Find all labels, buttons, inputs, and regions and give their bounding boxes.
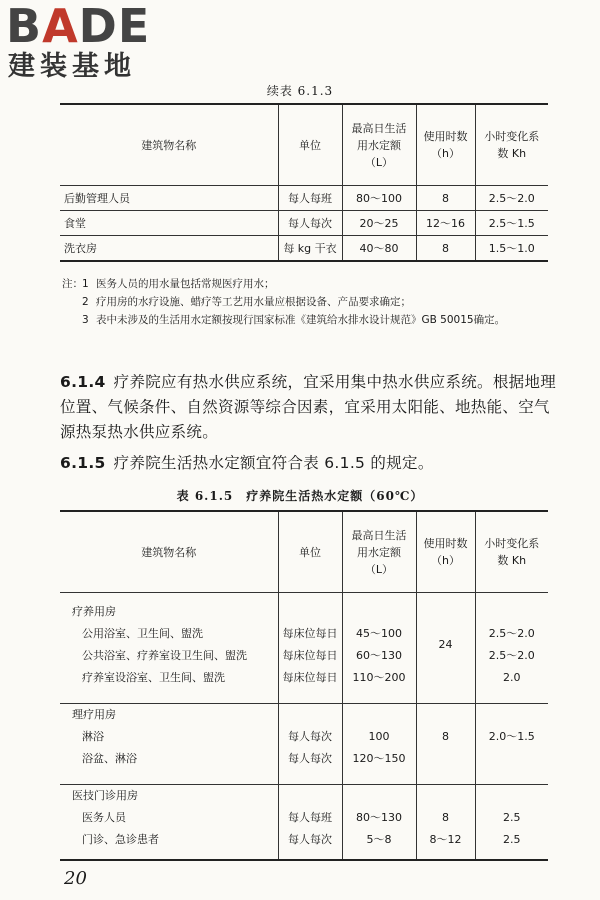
- clause-6-1-5: [60, 451, 558, 476]
- cell-quota: 20～25: [342, 211, 416, 236]
- cell-factor: 2.0～1.5: [475, 704, 548, 771]
- table2-caption: 表 6.1.5 疗养院生活热水定额（60℃）: [176, 489, 424, 503]
- table-row: [60, 186, 548, 211]
- cell-unit: 每人每班: [278, 186, 342, 211]
- cell-factor: 2.5: [475, 829, 548, 851]
- cell-name: 疗养室设浴室、卫生间、盥洗: [82, 671, 225, 684]
- cell-factor: 2.5～2.0: [475, 623, 548, 645]
- notes-label: 注：: [62, 278, 83, 290]
- cell-name: 淋浴: [82, 730, 104, 743]
- header-factor: 小时变化系数 Kh: [475, 511, 548, 593]
- header-daily-quota: 最高日生活用水定额（L）: [342, 511, 416, 593]
- logo-wordmark: BADE: [6, 0, 151, 53]
- cell-hours: 8～12: [416, 829, 475, 851]
- cell-name: 医务人员: [82, 811, 126, 824]
- table1-caption: 续表 6.1.3: [266, 84, 334, 98]
- cell-unit: 每人每班: [278, 807, 342, 829]
- cell-name: 浴盆、淋浴: [82, 752, 137, 765]
- table-row: [60, 623, 548, 645]
- cell-name: 洗衣房: [64, 242, 97, 255]
- cell-unit: 每人每次: [278, 829, 342, 851]
- clause-6-1-4: [60, 370, 558, 445]
- group-title: 医技门诊用房: [72, 789, 138, 802]
- cell-unit: 每人每次: [278, 211, 342, 236]
- cell-quota: 5～8: [342, 829, 416, 851]
- table-row: [60, 829, 548, 851]
- header-building-name: 建筑物名称: [60, 104, 278, 186]
- page-number: 20: [64, 868, 87, 889]
- clause-number: 6.1.5: [60, 454, 106, 472]
- group-title: 理疗用房: [72, 708, 116, 721]
- note-number: 3: [82, 314, 89, 326]
- cell-unit: 每床位每日: [278, 645, 342, 667]
- table-header-row: [60, 511, 548, 593]
- header-daily-quota: 最高日生活用水定额（L）: [342, 104, 416, 186]
- clause-number: 6.1.4: [60, 373, 106, 391]
- cell-hours: 8: [416, 236, 475, 262]
- cell-factor: 2.0: [475, 667, 548, 689]
- table-row: [60, 211, 548, 236]
- cell-factor: 2.5～1.5: [475, 211, 548, 236]
- table-row: [60, 807, 548, 829]
- logo-chinese-text: 建装基地: [8, 51, 136, 82]
- cell-quota: 110～200: [342, 667, 416, 689]
- cell-hours: 8: [416, 186, 475, 211]
- cell-name: 食堂: [60, 211, 278, 236]
- cell-hours: 8: [416, 807, 475, 829]
- clause-text: 疗养院生活热水定额宜符合表 6.1.5 的规定。: [113, 454, 434, 472]
- cell-hours: 8: [416, 704, 475, 771]
- group-separator: [60, 689, 548, 704]
- note-text: 表中未涉及的生活用水定额按现行国家标准《建筑给水排水设计规范》GB 50015确定。: [96, 314, 506, 326]
- cell-quota: 80～130: [342, 807, 416, 829]
- header-unit: 单位: [278, 511, 342, 593]
- note-number: 2: [82, 296, 89, 308]
- cell-quota: 45～100: [342, 623, 416, 645]
- cell-unit: 每 kg 干衣: [278, 236, 342, 262]
- header-hours: 使用时数（h）: [416, 104, 475, 186]
- cell-hours: 24: [416, 601, 475, 689]
- header-hours: 使用时数（h）: [416, 511, 475, 593]
- cell-quota: 80～100: [342, 186, 416, 211]
- cell-unit: 每人每次: [278, 748, 342, 770]
- group-separator: [60, 770, 548, 785]
- cell-unit: 每床位每日: [278, 667, 342, 689]
- note-text: 疗用房的水疗设施、蜡疗等工艺用水量应根据设备、产品要求确定；: [96, 296, 411, 308]
- cell-factor: 2.5: [475, 807, 548, 829]
- cell-unit: 每人每次: [278, 726, 342, 748]
- cell-factor: 2.5～2.0: [475, 186, 548, 211]
- cell-name: 公共浴室、疗养室设卫生间、盥洗: [82, 649, 247, 662]
- note-item: [62, 293, 552, 311]
- note-text: 医务人员的用水量包括常规医疗用水；: [96, 278, 275, 290]
- group-title: 疗养用房: [72, 605, 116, 618]
- cell-factor: 2.5～2.0: [475, 645, 548, 667]
- header-factor: 小时变化系数 Kh: [475, 104, 548, 186]
- table-6-1-5: [60, 510, 548, 861]
- note-item: [62, 311, 552, 329]
- header-unit: 单位: [278, 104, 342, 186]
- group-title-row: [60, 601, 548, 623]
- header-building-name: 建筑物名称: [60, 511, 278, 593]
- spacer-row: [60, 851, 548, 860]
- cell-name: 门诊、急诊患者: [82, 833, 159, 846]
- cell-name: 公用浴室、卫生间、盥洗: [82, 627, 203, 640]
- table-notes: [62, 275, 552, 329]
- table-6-1-3-continued: [60, 103, 548, 262]
- group-title-row: [60, 785, 548, 808]
- note-number: 1: [82, 278, 89, 290]
- cell-quota: 120～150: [342, 748, 416, 770]
- group-title-row: [60, 704, 548, 727]
- logo: [6, 2, 181, 87]
- spacer-row: [60, 593, 548, 602]
- cell-quota: 60～130: [342, 645, 416, 667]
- cell-unit: 每床位每日: [278, 623, 342, 645]
- cell-name: 后勤管理人员: [60, 186, 278, 211]
- table-row: [60, 645, 548, 667]
- table-row: [60, 236, 548, 262]
- table-header-row: [60, 104, 548, 186]
- clause-text: 疗养院应有热水供应系统，宜采用集中热水供应系统。根据地理位置、气候条件、自然资源等综合因素，宜采用太阳能、地热能、空气源热泵热水供应系统。: [60, 373, 557, 441]
- cell-factor: 1.5～1.0: [475, 236, 548, 262]
- cell-quota: 100: [342, 726, 416, 748]
- cell-quota: 40～80: [342, 236, 416, 262]
- cell-hours: 12～16: [416, 211, 475, 236]
- table-row: [60, 667, 548, 689]
- note-item: [62, 275, 552, 293]
